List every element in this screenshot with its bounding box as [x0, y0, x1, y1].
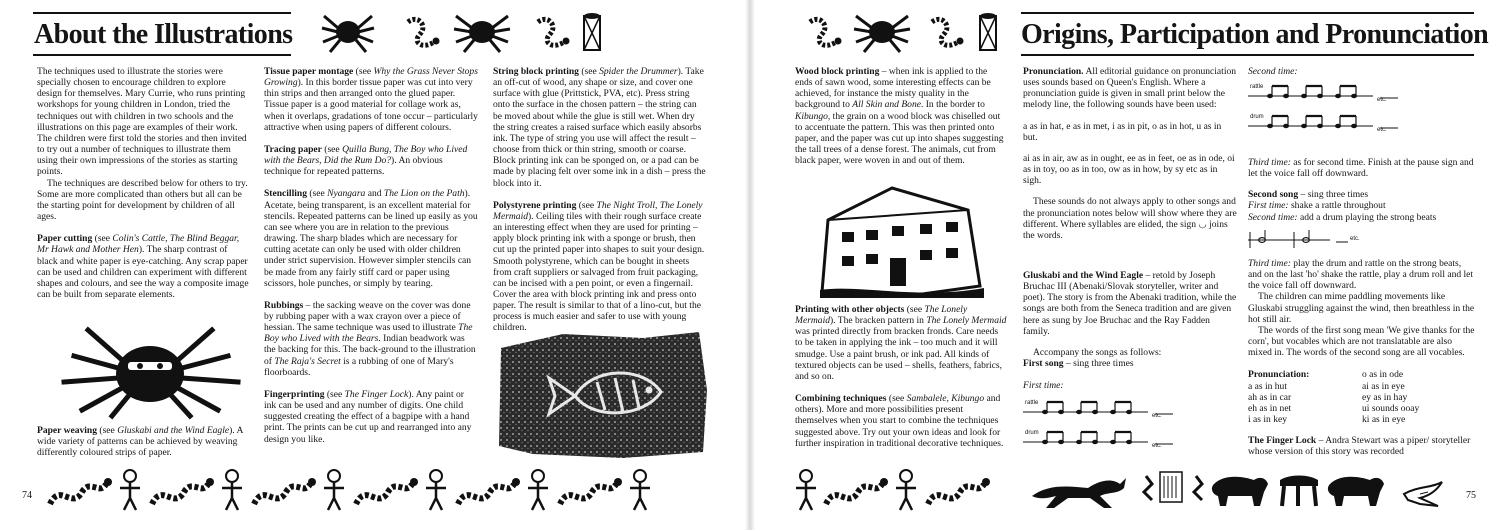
pron-item: ui sounds ooay: [1362, 402, 1420, 414]
intro-paragraph: The techniques used to illustrate the stories were specially chosen to encourage children to explore design for themselves. Mary Currie, who runs printing workshops for young children in London, tried the techniques out with children in two schools and the illustrations on this page are examples of their work. The children were first told the stories and then invited to try out a number of techniques to illustrate them using their own impressions of the stories as starting points.: [37, 66, 247, 178]
spider-icon: [322, 16, 374, 52]
first-time-rhythm: [1023, 398, 1233, 460]
stencilling-paragraph: Stencilling (see Nyangara and The Lion on the Path). Acetate, being transparent, is an excellent material for stencils. Repeated patterns can be lined up easily as you can see where you are in relation to the previous drawing. The sharp blades which are necessary for cutting acetate can only be used with older children under strict supervision. However simpler stencils can be made from any fairly stiff card or paper using scissors, hole punches, or simply by tearing.: [264, 188, 478, 289]
second-time-label: Second time:: [1248, 66, 1298, 77]
zigzag-icon: [1194, 476, 1202, 500]
figure-icon: [120, 470, 140, 510]
spider-paper-cut-illustration: [50, 312, 250, 422]
drum-label-2: drum: [1250, 114, 1264, 120]
right-page: [750, 0, 1500, 530]
snake-icon: [458, 478, 520, 504]
rattle-label-1: rattle: [1025, 400, 1039, 406]
accompany-line: Accompany the songs as follows:: [1033, 346, 1162, 358]
fish-polystyrene-print: [493, 330, 711, 460]
combining-paragraph: Combining techniques (see Sambalele, Kibungo and others). More and more possibilities present themselves when you start to combine the techniques suggested above. Try out your own ideas and look for further inspiration in traditional decorative techniques.: [795, 393, 1004, 449]
snake-figure-border: [796, 466, 1006, 514]
vowels-long: ai as in air, aw as in ought, ee as in feet, oe as in ode, oi as in toy, oo as in too, ow as in how, by sy etc as in sigh.: [1023, 152, 1235, 187]
animal-border: [1028, 466, 1478, 514]
page-title: About the Illustrations: [34, 19, 293, 50]
right-column-2: [1023, 66, 1237, 241]
rattle-label-2: rattle: [1250, 84, 1264, 90]
figure-icon: [426, 470, 446, 510]
pronunciation-title: Pronunciation:: [1248, 369, 1310, 381]
snake-figure-border: [48, 466, 708, 514]
zigzag-icon: [1144, 476, 1152, 500]
snake-icon: [560, 478, 622, 504]
page-number: 74: [22, 490, 32, 501]
etc-label-1: etc.: [1152, 413, 1162, 419]
paper-weaving-paragraph: Paper weaving (see Gluskabi and the Wind Eagle). A wide variety of patterns can be achieved by weaving differently coloured strips of paper.: [37, 425, 243, 459]
etc-label-4: etc.: [1377, 127, 1387, 133]
figure-icon: [528, 470, 548, 510]
s2-first-time: First time: shake a rattle throughout: [1248, 200, 1386, 212]
snake-icon: [826, 478, 888, 504]
bird-icon: [1404, 482, 1442, 506]
second-time-rhythm: [1248, 82, 1458, 144]
right-column-3-top: [1248, 66, 1476, 77]
snake-icon: [254, 478, 316, 504]
left-column-2: [264, 66, 478, 445]
page-number: 75: [1466, 490, 1476, 501]
stool-icon: [1280, 476, 1318, 507]
snake-icon: [356, 478, 418, 504]
vowels-short: a as in hat, e as in met, i as in pit, o as in hot, u as in but.: [1023, 120, 1222, 143]
figure-icon: [796, 470, 816, 510]
left-column-1: [37, 66, 249, 300]
snake-icon: [932, 19, 964, 45]
s2-second-time: Second time: add a drum playing the strong beats: [1248, 211, 1437, 223]
header-illustrations: [320, 10, 610, 58]
page-title: Origins, Participation and Pronunciation: [1021, 19, 1489, 50]
third-time-b: Third time: play the drum and rattle on the strong beats, and on the last 'ho' shake the rattle, play a drum roll and let the voice fall off downward.: [1248, 258, 1474, 292]
pronunciation-left-list: [1248, 381, 1362, 426]
right-column-3-lower: [1248, 258, 1476, 458]
pronunciation-paragraph: Pronunciation. All editorial guidance on pronunciation uses sounds based on Queen's English. Where a pronunciation guide is given in small print below the melody line, the following sounds have been used:: [1023, 66, 1237, 111]
frame-icon: [1160, 472, 1182, 502]
etc-label-2: etc.: [1152, 443, 1162, 449]
spider-icon: [854, 16, 910, 52]
spider-icon: [454, 16, 510, 52]
buffalo-icon: [1328, 477, 1384, 506]
finger-lock-paragraph: The Finger Lock – Andra Stewart was a piper/ storyteller whose version of this story was recorded: [1248, 435, 1471, 458]
pron-item: ai as in eye: [1362, 380, 1405, 392]
title-rule-bottom: [1021, 54, 1474, 56]
sounds-note: These sounds do not always apply to other songs and the pronunciation notes below will show where they are different. Where syllables are elided, the sign ◡ joins the words.: [1023, 196, 1237, 241]
other-objects-paragraph: Printing with other objects (see The Lonely Mermaid). The bracken pattern in The Lonely Mermaid was printed directly from bracken fronds. Care needs to be taken in applying the ink – too much and it will smudge. Use a paint brush, or ink pad. All kinds of textured objects can be used – shells, feathers, fabrics, and so on.: [795, 304, 1007, 382]
figure-icon: [896, 470, 916, 510]
pron-item: o as in ode: [1362, 369, 1404, 381]
tissue-paper-paragraph: Tissue paper montage (see Why the Grass Never Stops Growing). In this border tissue paper was cut into very thin strips and then arranged onto the glued paper. Tissue paper is a good material for collage work as, when it overlaps, gradations of tone occur – particularly attractive when using papers of different colours.: [264, 66, 478, 133]
header-illustrations: [806, 10, 1006, 58]
rubbings-paragraph: Rubbings – the sacking weave on the cover was done by rubbing paper with a wax crayon over a piece of hessian. The same technique was used to illustrate The Boy who Lived with the Bears. Indian beadwork was the backing for this. The back-ground to the illustration of The Raja's Secret is a rubbing of one of Mary's floorboards.: [264, 299, 476, 378]
pron-item: ki as in eye: [1362, 414, 1406, 426]
snake-icon: [152, 478, 214, 504]
house-print-illustration: [818, 180, 988, 300]
gluskabi-paragraph: Gluskabi and the Wind Eagle – retold by Joseph Bruchac III (Abenaki/Slovak storyteller, writer and poet). The story is from the Abenaki tradition, while the songs are both from the Seneca tradition and are given here as sung by Joe Bruchac and the Ray Fadden family.: [1023, 270, 1237, 337]
right-column-1-lower: [795, 304, 1007, 449]
figure-icon: [222, 470, 242, 510]
pron-item: i as in key: [1248, 414, 1287, 426]
pron-item: a as in hut: [1248, 380, 1287, 392]
paper-cutting-paragraph: Paper cutting (see Colin's Cattle, The Blind Beggar, Mr Hawk and Mother Hen). The sharp contrast of black and white paper is eye-catching. Any scrap paper can be used and children can experiment with different shapes and colours, and see the way a composite image can be built from separate elements.: [37, 233, 249, 300]
wolf-icon: [1032, 478, 1126, 508]
drum-icon: [980, 13, 996, 50]
mime-paragraph: The children can mime paddling movements like Gluskabi struggling against the wind, then breathless in the hot still air.: [1248, 291, 1475, 325]
second-song-line: Second song – sing three times: [1248, 189, 1369, 201]
string-block-paragraph: String block printing (see Spider the Drummer). Take an off-cut of wood, any shape or size, and cover one surface with glue (Prittstick, PVA, etc). Press string onto the surface in the chosen pattern – the string can be moved about while the glue is still wet. When dry the string creates a raised surface which easily absorbs ink. The type of string you use will affect the result – choose from thick or thin string, smooth or coarse. Block printing ink can be sponged on, or a pad can be made by placing felt over some ink in a dish – press the block into it.: [493, 66, 706, 189]
right-column-1: [795, 66, 1007, 166]
drum-label-1: drum: [1025, 430, 1039, 436]
pronunciation-right-list: [1362, 369, 1419, 425]
etc-label-5: etc.: [1350, 236, 1360, 242]
paper-weaving-block: [37, 425, 249, 458]
polystyrene-paragraph: Polystyrene printing (see The Night Troll, The Lonely Mermaid). Ceiling tiles with their rough surface create an interesting effect when they are used for printing – apply block printing ink with a sponge or brush, then cut up the printed paper into shapes to suit your design. Smooth polystyrene, which can be bought in sheets from craft suppliers or salvaged from fruit packaging, can be incised with a pen point, or even a fingernail. Cover the area with block printing ink and press onto paper. The result is similar to that of a lino-cut, but the process is much easier and safer to use with young children.: [493, 199, 705, 334]
third-time-a: Third time: as for second time. Finish at the pause sign and let the voice fall off downward.: [1248, 157, 1474, 180]
words-paragraph: The words of the first song mean 'We give thanks for the corn', but vocables which are not translatable are also mixed in. The words of the second song are all vocables.: [1248, 324, 1475, 359]
snake-icon: [928, 478, 990, 504]
right-column-3-mid: [1248, 157, 1476, 223]
pron-item: eh as in net: [1248, 402, 1292, 414]
pron-item: ey as in hay: [1362, 391, 1408, 403]
buffalo-icon: [1212, 477, 1268, 506]
snake-icon: [408, 19, 440, 45]
figure-icon: [630, 470, 650, 510]
fingerprinting-paragraph: Fingerprinting (see The Finger Lock). Any paint or ink can be used and any number of digits. One child suggested creating the effect of a bagpipe with a hand print. The prints can be cut up and rearranged into any design you like.: [264, 388, 472, 445]
first-time-label: First time:: [1023, 380, 1064, 392]
tracing-paper-paragraph: Tracing paper (see Quilla Bung, The Boy who Lived with the Bears, Did the Rum Do?). An obvious technique for repeated patterns.: [264, 143, 468, 178]
title-rule-top: [33, 12, 291, 14]
snake-icon: [538, 19, 570, 45]
title-rule-bottom: [33, 54, 291, 56]
snake-icon: [50, 478, 112, 504]
figure-icon: [324, 470, 344, 510]
etc-label-3: etc.: [1377, 97, 1387, 103]
wood-block-paragraph: Wood block printing – when ink is applied to the ends of sawn wood, some interesting effects can be achieved, for instance the misty quality in the background to All Skin and Bone. In the border to Kibungo, the grain on a wood block was chiselled out to accentuate the pattern. This was then printed onto paper, and the paper was cut up into shapes suggesting the tall trees of a dense forest. The animals, cut from black paper, were woven in and out of them.: [795, 66, 1004, 167]
drum-icon: [584, 13, 600, 50]
title-rule-top: [1021, 12, 1474, 14]
snake-icon: [810, 19, 842, 45]
intro-paragraph-2: The techniques are described below for others to try. Some are more complicated than others but all can be the starting point for development by children of all ages.: [37, 177, 248, 223]
pron-item: ah as in car: [1248, 391, 1292, 403]
left-column-3: [493, 66, 707, 334]
gluskabi-block: [1023, 270, 1237, 391]
first-song-line: First song – sing three times: [1023, 358, 1134, 370]
